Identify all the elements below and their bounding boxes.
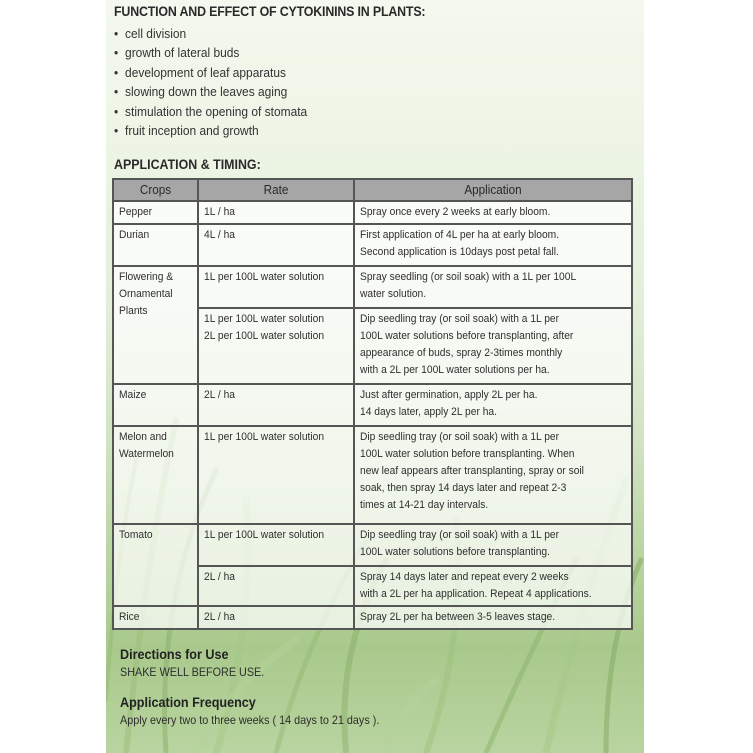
frequency-block	[120, 694, 408, 727]
application-cell: Dip seedling tray (or soil soak) with a 1L per 100L water solutions before transplanting, after appearance of buds, spray 2-3times monthly with a 2L per 100L water solutions per ha.	[354, 308, 632, 384]
application-cell: Spray once every 2 weeks at early bloom.	[354, 201, 632, 224]
directions-block	[120, 646, 280, 679]
crop-cell: Tomato	[113, 524, 198, 606]
application-cell: Spray 2L per ha between 3-5 leaves stage.	[354, 606, 632, 629]
application-cell: Just after germination, apply 2L per ha. 14 days later, apply 2L per ha.	[354, 384, 632, 426]
rate-cell: 4L / ha	[198, 224, 354, 266]
frequency-text: Apply every two to three weeks ( 14 days to 21 days ).	[120, 713, 380, 727]
rate-cell: 1L / ha	[198, 201, 354, 224]
crop-cell: Maize	[113, 384, 198, 426]
table-row	[113, 224, 632, 266]
list-item: • fruit inception and growth	[114, 121, 307, 140]
directions-text: SHAKE WELL BEFORE USE.	[120, 665, 265, 679]
list-item: • growth of lateral buds	[114, 43, 307, 62]
list-item: • stimulation the opening of stomata	[114, 102, 307, 121]
rate-cell: 1L per 100L water solution	[198, 426, 354, 524]
application-cell: Spray seedling (or soil soak) with a 1L per 100L water solution.	[354, 266, 632, 308]
table-row	[113, 426, 632, 524]
label-panel	[106, 0, 644, 753]
rate-cell: 1L per 100L water solution	[198, 524, 354, 566]
list-item: • slowing down the leaves aging	[114, 82, 307, 101]
crop-cell: Melon and Watermelon	[113, 426, 198, 524]
table-header-row	[113, 179, 632, 201]
rate-cell: 2L / ha	[198, 606, 354, 629]
crop-cell: Rice	[113, 606, 198, 629]
rate-cell: 1L per 100L water solution 2L per 100L water solution	[198, 308, 354, 384]
application-cell: Dip seedling tray (or soil soak) with a 1L per 100L water solutions before transplanting.	[354, 524, 632, 566]
rate-cell: 2L / ha	[198, 384, 354, 426]
application-cell: Spray 14 days later and repeat every 2 weeks with a 2L per ha application. Repeat 4 applications.	[354, 566, 632, 606]
crop-cell: Flowering & Ornamental Plants	[113, 266, 198, 384]
column-header: Rate	[198, 179, 354, 201]
table-row	[113, 384, 632, 426]
page-title: FUNCTION AND EFFECT OF CYTOKININS IN PLANTS:	[114, 4, 426, 19]
frequency-heading: Application Frequency	[120, 694, 256, 710]
directions-heading: Directions for Use	[120, 646, 229, 662]
crop-cell: Durian	[113, 224, 198, 266]
column-header: Application	[354, 179, 632, 201]
table-row	[113, 524, 632, 566]
column-header: Crops	[113, 179, 198, 201]
list-item: • development of leaf apparatus	[114, 63, 307, 82]
application-cell: Dip seedling tray (or soil soak) with a 1L per 100L water solution before transplanting. When new leaf appears after transplanting, spray or soil soak, then spray 14 days later and repeat 2-3 times at 14-21 day intervals.	[354, 426, 632, 524]
table-row	[113, 606, 632, 629]
list-item: • cell division	[114, 24, 307, 43]
function-list	[114, 24, 324, 140]
crop-cell: Pepper	[113, 201, 198, 224]
application-table	[112, 178, 633, 630]
section-title: APPLICATION & TIMING:	[114, 157, 261, 172]
rate-cell: 1L per 100L water solution	[198, 266, 354, 308]
rate-cell: 2L / ha	[198, 566, 354, 606]
table-row	[113, 201, 632, 224]
application-cell: First application of 4L per ha at early bloom. Second application is 10days post petal fall.	[354, 224, 632, 266]
table-row	[113, 266, 632, 308]
